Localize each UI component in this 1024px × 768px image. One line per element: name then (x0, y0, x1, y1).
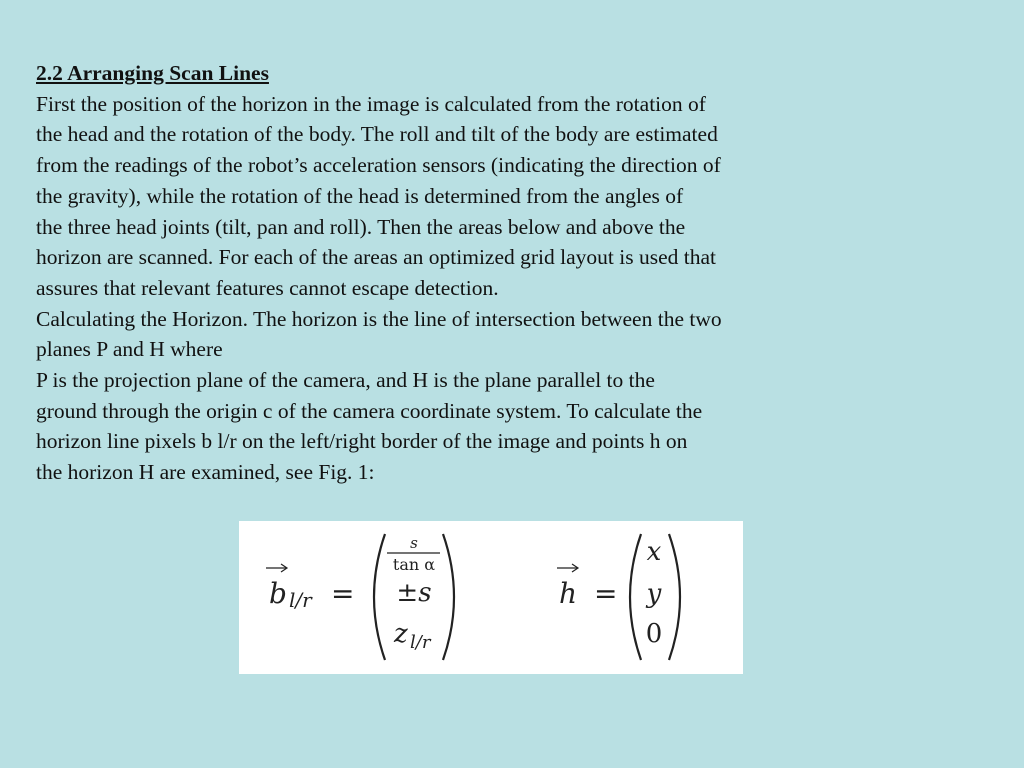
body-line-12: horizon line pixels b l/r on the left/right border of the image and points h on (36, 429, 688, 454)
body-line-9: planes P and H where (36, 337, 223, 362)
body-line-4: the gravity), while the rotation of the head is determined from the angles of (36, 183, 684, 208)
b-entry-numerator: s (410, 534, 418, 552)
h-entry-zero: 0 (645, 619, 663, 649)
b-subscript: l/r (289, 588, 312, 612)
left-paren-h (630, 534, 641, 660)
h-entry-y: y (646, 579, 662, 609)
body-line-11: ground through the origin c of the camera coordinate system. To calculate the (36, 398, 703, 423)
right-paren-h (669, 534, 680, 660)
right-paren-b (443, 534, 454, 660)
formula-svg (239, 521, 743, 674)
left-paren-b (374, 534, 385, 660)
body-line-7: assures that relevant features cannot escape detection. (36, 275, 499, 300)
b-entry-third-sub: l/r (410, 632, 431, 653)
body-line-13: the horizon H are examined, see Fig. 1: (36, 460, 375, 485)
h-vector-name (557, 564, 578, 610)
body-line-8: Calculating the Horizon. The horizon is the line of intersection between the two (36, 306, 722, 331)
equals-sign-1: = (331, 577, 355, 610)
h-symbol: h (559, 577, 578, 610)
body-line-1: First the position of the horizon in the image is calculated from the rotation of (36, 91, 706, 116)
b-entry-denominator: tan α (392, 555, 436, 574)
b-entry-third-base: z (394, 619, 408, 649)
slide-body (36, 58, 866, 488)
b-vector-name (266, 564, 313, 612)
b-symbol: b (269, 577, 287, 610)
body-line-6: horizon are scanned. For each of the areas an optimized grid layout is used that (36, 245, 717, 270)
formula-image (239, 521, 743, 674)
body-line-10: P is the projection plane of the camera, and H is the plane parallel to the (36, 368, 655, 393)
h-entry-x: x (646, 537, 662, 567)
body-line-2: the head and the rotation of the body. The roll and tilt of the body are estimated (36, 122, 718, 147)
section-heading: 2.2 Arranging Scan Lines (36, 61, 269, 85)
b-entry-second: ±s (396, 578, 432, 608)
body-line-5: the three head joints (tilt, pan and roll). Then the areas below and above the (36, 214, 686, 239)
body-line-3: from the readings of the robot’s acceleration sensors (indicating the direction of (36, 153, 721, 178)
equals-sign-2: = (594, 577, 618, 610)
